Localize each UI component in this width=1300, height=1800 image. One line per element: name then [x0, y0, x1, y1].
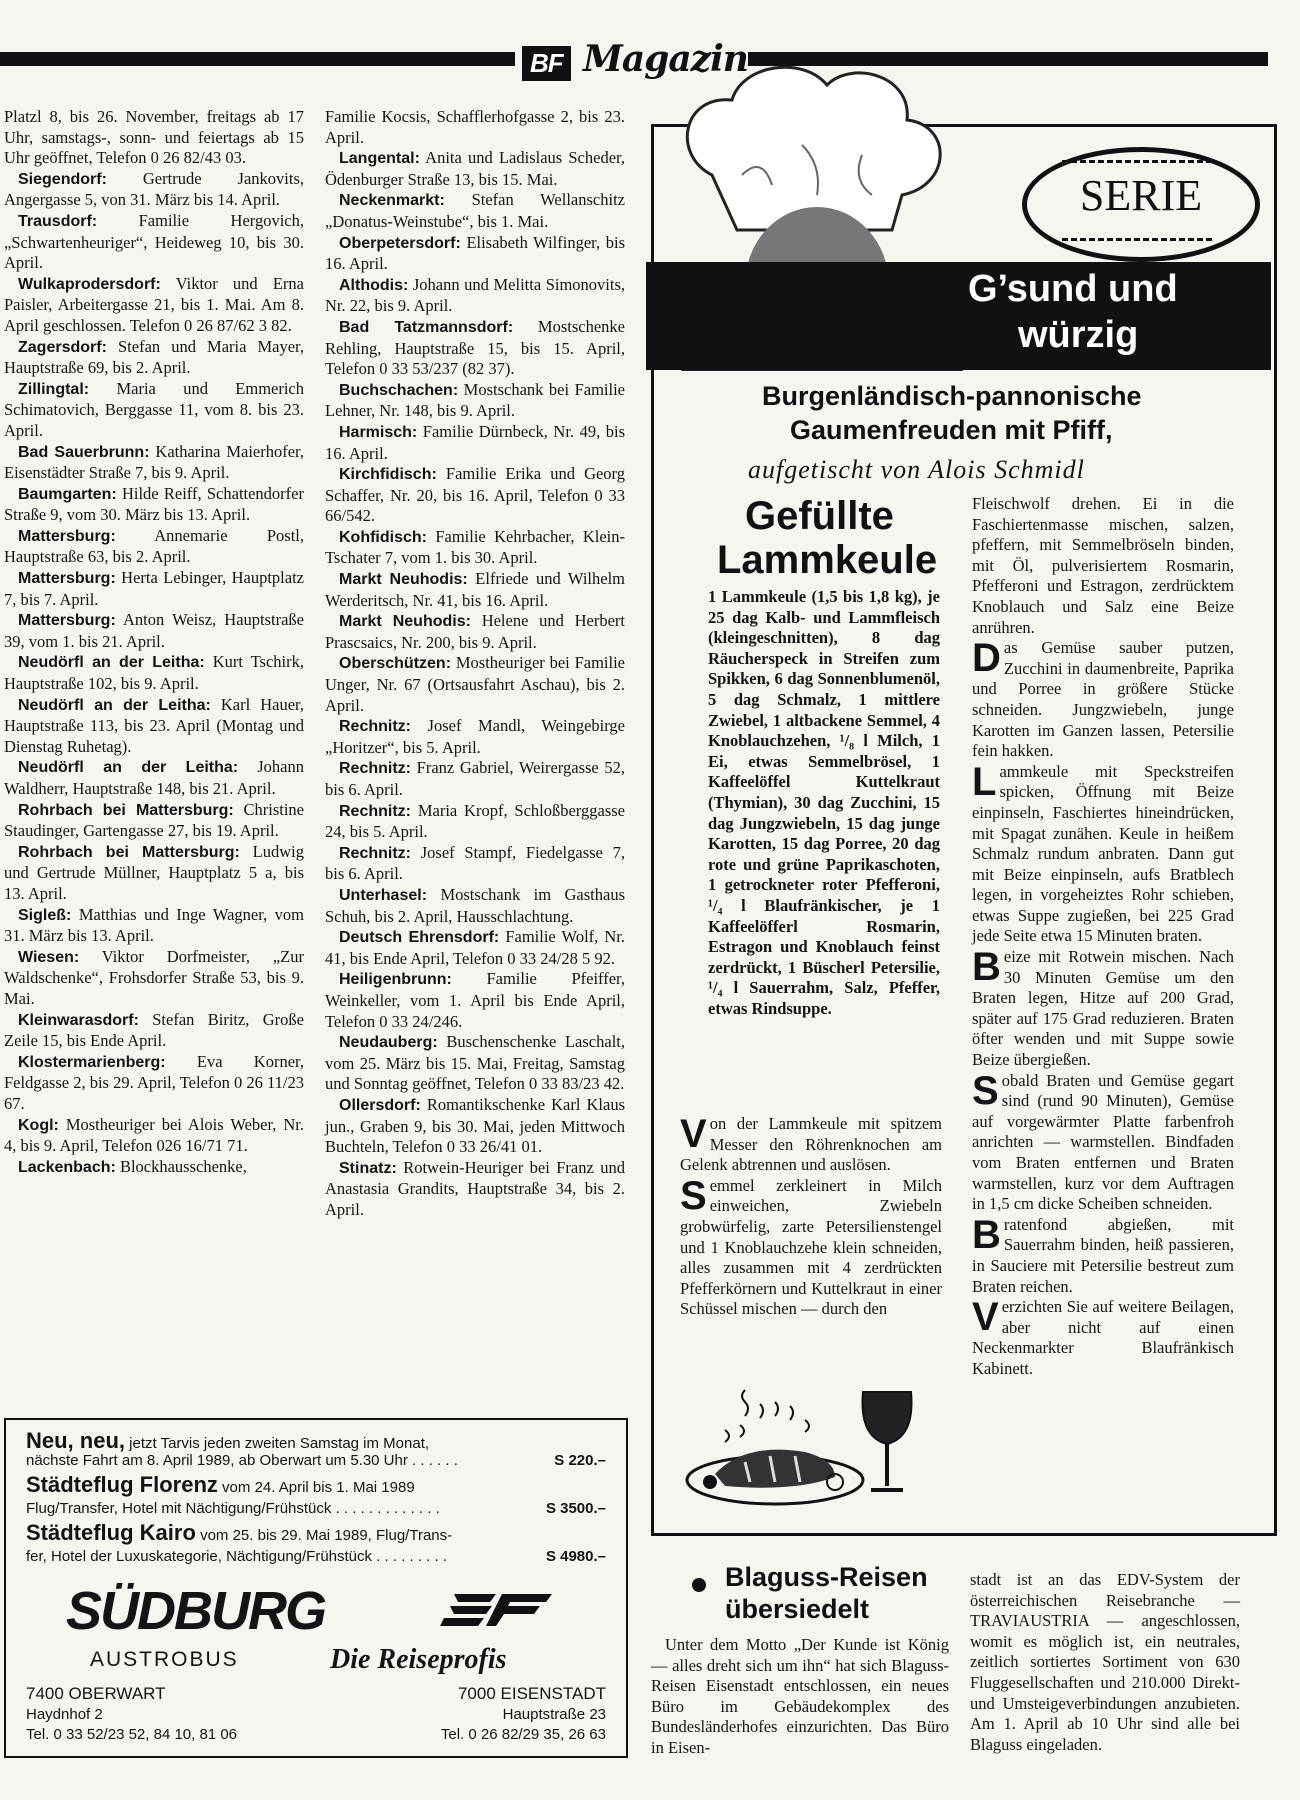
serie-label: SERIE — [1079, 171, 1203, 220]
listing-details: Buschenschenke Laschalt, vom 25. März bis 15. Mai, Freitag, Samstag und Sonntag geöffnet, Telefon 0 33 83/23 42. — [325, 1032, 625, 1094]
listing-entry — [4, 1010, 304, 1052]
band-title-line2: würzig — [1018, 314, 1139, 356]
dropcap: V — [972, 1295, 999, 1340]
listing-place: Mattersburg: — [18, 570, 116, 588]
listing-entry — [325, 148, 625, 190]
news-col-left: Unter dem Motto „Der Kunde ist König — alles dreht sich um ihn“ hat sich Blaguss-Reisen Eisenstadt entschlossen, ein neues Büro im Gebäudekomplex des Bundesländerhofes einzurichten. Das Büro in Eisen- — [651, 1635, 949, 1757]
listing-details: Elfriede und Wilhelm Werderitsch, Nr. 41, bis 16. April. — [325, 569, 625, 610]
listing-entry — [4, 905, 304, 947]
listing-details: Rotwein-Heuriger bei Franz und Anastasia Grandits, Hauptstraße 34, bis 2. April. — [325, 1157, 625, 1219]
listing-details: Familie Kehrbacher, Klein-Tschater 7, vom 1. bis 30. April. — [325, 526, 625, 568]
listing-entry — [325, 801, 625, 843]
paragraph-text: emmel zerkleinert in Milch einweichen, Zwiebeln grobwürfelig, zarte Petersilienstengel und 1 Knoblauchzehe klein schneiden, alles zusammen mit 4 zerdrückten Pfefferkörnern und Kuttelkraut in einer Schüssel mischen — durch den — [680, 1175, 942, 1319]
listing-entry — [4, 274, 304, 337]
listing-place: Harmisch: — [339, 423, 418, 441]
listing-place: Markt Neuhodis: — [339, 571, 468, 589]
serie-dash-bottom — [1062, 238, 1212, 241]
listing-details: Familie Erika und Georg Schaffer, Nr. 20, bis 16. April, Telefon 0 33 66/542. — [325, 464, 625, 526]
paragraph-text: ammkeule mit Speckstreifen spicken, Öffnung mit Beize einpinseln, Faschiertes hineindrücken, mit Spagat zunähen. Keule in heißem Schmalz rundum anbraten. Dann gut mit Beize einpinseln, aufs Bratblech legen, in vorgeheiztes Rohr schieben, etwas Suppe zugießen, bei 225 Grad jede Seite etwa 15 Minuten braten. — [972, 761, 1234, 946]
listing-details: Mostheuriger bei Familie Unger, Nr. 67 (Ortsausfahrt Aschau), bis 2. April. — [325, 653, 626, 715]
listing-entry — [4, 757, 304, 799]
listing-entry — [4, 211, 304, 274]
dropcap: V — [680, 1112, 707, 1156]
listing-details: Anita und Ladislaus Scheder, Ödenburger Straße 13, bis 15. Mai. — [325, 148, 625, 189]
listing-details: Hilde Reiff, Schattendorfer Straße 9, vom 30. März bis 13. April. — [4, 483, 304, 525]
news-col-right: stadt ist an das EDV-System der österreichischen Reisebranche — TRAVIAUSTRIA — angeschlossen, womit es möglich ist, ein neutrales, zeitlich sortiertes Sortiment von 630 Fluggesellschaften und 210.000 Direkt- und Umsteigeverbindungen anzubieten. Am 1. April ab 10 Uhr sind alle bei Blaguss eingeladen. — [970, 1570, 1240, 1754]
dropcap: B — [972, 945, 1001, 990]
ad-right-tel: Tel. 0 26 82/29 35, 26 63 — [440, 1726, 606, 1743]
listing-entry — [4, 337, 304, 379]
bullet-icon — [692, 1578, 706, 1592]
listing-place: Rechnitz: — [339, 844, 411, 862]
listing-place: Sigleß: — [18, 906, 72, 924]
ad-florenz-price: S 3500.– — [545, 1500, 606, 1517]
listing-entry — [325, 843, 625, 885]
listing-details: Mostheuriger bei Alois Weber, Nr. 4, bis 9. April, Telefon 026 16/71 71. — [4, 1114, 305, 1156]
listing-place: Zillingtal: — [18, 380, 90, 398]
header-logo-text: Magazin — [583, 38, 748, 80]
dropcap: B — [972, 1212, 1001, 1257]
listing-place: Markt Neuhodis: — [339, 613, 471, 631]
listing-entry — [4, 107, 304, 169]
listing-details: Familie Kocsis, Schafflerhofgasse 2, bis 23. April. — [325, 107, 625, 147]
listing-details: Familie Hergovich, „Schwartenheuriger“, Heideweg 10, bis 30. April. — [4, 210, 304, 273]
recipe-paragraph — [680, 1114, 942, 1176]
listing-details: Maria Kropf, Schloßberggasse 24, bis 5. April. — [325, 800, 625, 842]
listing-entry — [325, 275, 625, 317]
listing-entry — [4, 379, 304, 442]
roast-illustration — [685, 1382, 935, 1510]
ad-brand-logo: SÜDBURG — [66, 1581, 326, 1641]
ad-kairo-text1: vom 25. bis 29. Mai 1989, Flug/Trans- — [195, 1527, 453, 1544]
listing-entry — [4, 652, 304, 694]
recipe-paragraph — [680, 1173, 942, 1320]
listing-place: Rohrbach bei Mattersburg: — [18, 801, 234, 819]
ad-florenz-text1: vom 24. April bis 1. Mai 1989 — [217, 1479, 415, 1496]
listing-entry — [4, 800, 304, 842]
recipe-col-left — [680, 1114, 942, 1320]
listing-details: Ludwig und Gertrude Müllner, Hauptplatz 5 a, bis 13. April. — [4, 841, 304, 903]
listing-entry — [325, 464, 625, 527]
paragraph-text: ratenfond abgießen, mit Sauerrahm binden, heiß passieren, in Sauciere mit Petersilie bestreut zum Braten reichen. — [972, 1214, 1234, 1296]
listing-entry — [325, 653, 625, 716]
recipe-subtitle-2: Gaumenfreuden mit Pfiff, — [790, 415, 1113, 445]
listing-place: Heiligenbrunn: — [339, 971, 452, 989]
listing-place: Baumgarten: — [18, 485, 117, 503]
listing-details: Mostschank bei Familie Lehner, Nr. 148, bis 9. April. — [325, 379, 625, 421]
listing-details: Matthias und Inge Wagner, vom 31. März bis 13. April. — [4, 904, 304, 946]
listing-details: Familie Dürnbeck, Nr. 49, bis 16. April. — [325, 421, 625, 463]
listing-details: Familie Wolf, Nr. 41, bis Ende April, Telefon 0 33 24/28 5 92. — [325, 927, 625, 968]
listing-entry — [325, 233, 625, 275]
listing-place: Rechnitz: — [339, 718, 411, 736]
listing-entry — [325, 1032, 625, 1095]
ad-florenz-title: Städteflug Florenz — [26, 1472, 218, 1497]
listing-details: Stefan Wellanschitz „Donatus-Weinstube“, bis 1. Mai. — [325, 190, 625, 231]
listing-place: Buchschachen: — [339, 381, 459, 399]
listing-entry — [4, 1052, 304, 1115]
listing-details: Platzl 8, bis 26. November, freitags ab 17 Uhr, samstags-, sonn- und feiertags ab 15 Uhr geöffnet, Telefon 0 26 82/43 03. — [4, 107, 304, 168]
recipe-ingredients: 1 Lammkeule (1,5 bis 1,8 kg), je 25 dag Kalb- und Lammfleisch (kleingeschnitten), 8 dag Räucherspeck in Streifen zum Spikken, 6 dag Sonnenblumenöl, 5 dag Schmalz, 1 mittlere Zwiebel, 1 altbackene Semmel, 4 Knoblauchzehen, ¹/₈ l Milch, 1 Ei, etwas Semmelbrösel, 1 Kaffeelöffel Kuttelkraut (Thymian), 30 dag Zucchini, 15 dag Jungzwiebeln, 15 dag junge Karotten, 15 dag Porree, 20 dag rote und grüne Paprikaschoten, 1 getrockneter roter Pfefferoni, ¹/₄ l Blaufränkischer, je 1 Kaffeelöfferl Rosmarin, Estragon und Knoblauch feinst zerdrückt, 1 Büscherl Petersilie, ¹/₄ l Sauerrahm, Salz, Pfeffer, etwas Rindsuppe. — [708, 587, 940, 1018]
recipe-paragraph — [972, 1212, 1234, 1297]
listing-details: Josef Stampf, Fiedelgasse 7, bis 6. April. — [325, 842, 625, 884]
listing-entry — [325, 969, 625, 1032]
listing-entry — [325, 569, 625, 611]
listing-column-left — [4, 107, 304, 1178]
ad-brand-sub: AUSTROBUS — [90, 1648, 239, 1671]
listing-entry — [325, 1158, 625, 1221]
dropcap: L — [972, 759, 997, 804]
recipe-byline: aufgetischt von Alois Schmidl — [748, 455, 1085, 484]
listing-place: Oberpetersdorf: — [339, 234, 461, 252]
listing-place: Zagersdorf: — [18, 338, 107, 356]
listing-entry — [325, 317, 625, 380]
listing-entry — [325, 380, 625, 422]
listing-entry — [325, 527, 625, 569]
listing-details: Josef Mandl, Weingebirge „Horitzer“, bis 5. April. — [325, 716, 625, 757]
ad-left-tel: Tel. 0 33 52/23 52, 84 10, 81 06 — [26, 1726, 238, 1743]
listing-details: Herta Lebinger, Hauptplatz 7, bis 7. April. — [4, 568, 304, 609]
listing-place: Kirchfidisch: — [339, 466, 437, 484]
listing-entry — [325, 716, 625, 758]
listing-entry — [325, 611, 625, 653]
listing-details: Christine Staudinger, Gartengasse 27, bis 19. April. — [4, 799, 304, 841]
listing-entry — [325, 107, 625, 148]
listing-entry — [325, 758, 625, 800]
recipe-paragraph — [972, 947, 1234, 1071]
listing-details: Maria und Emmerich Schimatovich, Berggasse 11, vom 8. bis 23. April. — [4, 378, 305, 440]
listing-details: Katharina Maierhofer, Eisenstädter Straße 7, bis 9. April. — [4, 441, 304, 483]
listing-entry — [325, 422, 625, 464]
listing-place: Rechnitz: — [339, 760, 411, 778]
paragraph-text: eize mit Rotwein mischen. Nach 30 Minuten Gemüse um den Braten legen, Hitze auf 200 Grad, später auf 175 Grad reduzieren. Braten öfter wenden und mit Suppe sowie Beize übergießen. — [972, 947, 1234, 1070]
listing-place: Neudörfl an der Leitha: — [18, 759, 239, 777]
listing-place: Wulkaprodersdorf: — [18, 275, 161, 293]
ad-neu-text2: nächste Fahrt am 8. April 1989, ab Oberwart um 5.30 Uhr . . . . . . — [26, 1452, 458, 1469]
listing-details: Helene und Herbert Prascsaics, Nr. 200, bis 9. April. — [325, 611, 626, 652]
listing-place: Ollersdorf: — [339, 1096, 421, 1114]
listing-place: Rohrbach bei Mattersburg: — [18, 843, 240, 861]
ad-neu-price: S 220.– — [554, 1452, 606, 1469]
listing-place: Oberschützen: — [339, 655, 452, 673]
recipe-paragraph — [972, 759, 1234, 947]
listing-place: Lackenbach: — [18, 1158, 116, 1176]
header-rule-left — [0, 52, 515, 66]
listing-details: Karl Hauer, Hauptstraße 113, bis 23. April (Montag und Dienstag Ruhetag). — [4, 694, 304, 756]
paragraph-text: erzichten Sie auf weitere Beilagen, aber nicht auf einen Neckenmarkter Blaufränkisch Kabinett. — [972, 1297, 1234, 1378]
listing-place: Deutsch Ehrensdorf: — [339, 929, 500, 947]
ad-slogan: Die Reiseprofis — [330, 1644, 507, 1675]
listing-entry — [4, 610, 304, 652]
ad-jf-logo — [436, 1588, 556, 1632]
listing-details: Blockhausschenke, — [119, 1156, 247, 1176]
ad-kairo-price: S 4980.– — [545, 1548, 606, 1565]
recipe-paragraph — [972, 1068, 1234, 1215]
listing-place: Siegendorf: — [18, 170, 107, 188]
listing-place: Mattersburg: — [18, 527, 116, 545]
ad-left-city: 7400 OBERWART — [26, 1684, 166, 1703]
ad-right-city: 7000 EISENSTADT — [457, 1684, 606, 1703]
listing-place: Unterhasel: — [339, 886, 428, 904]
listing-entry — [325, 885, 625, 927]
recipe-paragraph — [972, 638, 1234, 762]
listing-details: Viktor Dorfmeister, „Zur Waldschenke“, Frohsdorfer Straße 53, bis 9. Mai. — [4, 946, 304, 1008]
listing-details: Familie Pfeiffer, Weinkeller, vom 1. April bis Ende April, Telefon 0 33 24/246. — [325, 969, 626, 1031]
listing-entry — [4, 526, 304, 568]
recipe-paragraph — [972, 1297, 1234, 1379]
listing-details: Viktor und Erna Paisler, Arbeitergasse 21, bis 1. Mai. Am 8. April geschlossen. Telefon 0 26 87/62 3 82. — [4, 273, 304, 335]
listing-place: Bad Sauerbrunn: — [18, 443, 150, 461]
ad-kairo-title: Städteflug Kairo — [26, 1520, 196, 1545]
listing-entry — [325, 1095, 625, 1158]
listing-place: Trausdorf: — [18, 212, 98, 230]
paragraph-text: obald Braten und Gemüse gegart sind (rund 90 Minuten), Gemüse auf vorgewärmter Platte farbenfroh anrichten — warmstellen. Bindfaden vom Braten entfernen und Braten warmstellen, kurz vor dem Auftragen in 1,5 cm dicke Scheiben schneiden. — [972, 1070, 1234, 1214]
ad-right-street: Hauptstraße 23 — [502, 1706, 606, 1723]
recipe-title-2: Lammkeule — [717, 538, 938, 582]
listing-details: Mostschank im Gasthaus Schuh, bis 2. April, Hausschlachtung. — [325, 884, 625, 926]
travel-ad — [4, 1418, 628, 1758]
ad-left-street: Haydnhof 2 — [26, 1706, 103, 1723]
ad-neu-text1: jetzt Tarvis jeden zweiten Samstag im Monat, — [125, 1435, 430, 1452]
listing-entry — [4, 442, 304, 484]
ad-florenz-text2: Flug/Transfer, Hotel mit Nächtigung/Frühstück . . . . . . . . . . . . . — [26, 1500, 440, 1517]
recipe-title-1: Gefüllte — [745, 494, 894, 538]
listing-details: Elisabeth Wilfinger, bis 16. April. — [325, 232, 625, 274]
ad-neu-title: Neu, neu, — [26, 1428, 126, 1453]
listing-details: Romantikschenke Karl Klaus jun., Graben 9, bis 30. Mai, jeden Mittwoch Buchteln, Telefon 0 33 26/41 01. — [325, 1094, 625, 1157]
listing-details: Gertrude Jankovits, Angergasse 5, von 31. März bis 14. April. — [4, 168, 304, 210]
listing-details: Annemarie Postl, Hauptstraße 63, bis 2. April. — [4, 525, 304, 567]
listing-place: Rechnitz: — [339, 802, 411, 820]
listing-details: Stefan und Maria Mayer, Hauptstraße 69, bis 2. April. — [4, 336, 305, 378]
listing-entry — [4, 1115, 304, 1157]
listing-place: Wiesen: — [18, 948, 80, 966]
dropcap: D — [972, 636, 1001, 681]
paragraph-text: as Gemüse sauber putzen, Zucchini in daumenbreite, Paprika und Porree in größere Stücke schneiden. Jungzwiebeln, junge Karotten im Ganzen lassen, Petersilie fein hakken. — [972, 638, 1234, 761]
listing-details: Anton Weisz, Hauptstraße 39, vom 1. bis 21. April. — [4, 610, 304, 651]
serie-dash-top — [1062, 160, 1212, 163]
listing-place: Neudörfl an der Leitha: — [18, 696, 211, 714]
listing-place: Neckenmarkt: — [339, 192, 445, 210]
listing-place: Langental: — [339, 150, 420, 168]
listing-entry — [4, 484, 304, 526]
listing-place: Althodis: — [339, 276, 409, 294]
listing-entry — [4, 1157, 304, 1179]
listing-place: Stinatz: — [339, 1159, 397, 1177]
recipe-paragraph: Fleischwolf drehen. Ei in die Faschiertenmasse mischen, salzen, pfeffern, mit Semmelbröseln binden, mit Öl, pulverisiertem Rosmarin, Pfefferoni und Estragon, zerdrücktem Knoblauch und Salz eine Beize anrühren. — [972, 494, 1234, 637]
listing-entry — [325, 190, 625, 232]
listing-entry — [4, 947, 304, 1010]
listing-entry — [4, 695, 304, 758]
listing-entry — [4, 169, 304, 211]
recipe-subtitle-1: Burgenländisch-pannonische — [762, 381, 1142, 411]
news-title-1: Blaguss-Reisen — [725, 1562, 928, 1592]
listing-entry — [325, 927, 625, 969]
listing-details: Johann und Melitta Simonovits, Nr. 22, bis 9. April. — [325, 274, 626, 316]
listing-entry — [4, 568, 304, 610]
listing-place: Kogl: — [18, 1116, 59, 1134]
listing-place: Neudörfl an der Leitha: — [18, 654, 205, 672]
listing-details: Stefan Biritz, Große Zeile 15, bis Ende April. — [4, 1009, 304, 1051]
news-title-2: übersiedelt — [725, 1594, 870, 1624]
listing-details: Johann Waldherr, Hauptstraße 148, bis 21. April. — [4, 757, 304, 798]
dropcap: S — [680, 1173, 707, 1218]
listing-place: Mattersburg: — [18, 612, 116, 630]
dropcap: S — [972, 1068, 999, 1113]
listing-details: Eva Korner, Feldgasse 2, bis 29. April, Telefon 0 26 11/23 67. — [4, 1051, 304, 1113]
listing-column-middle — [325, 107, 625, 1220]
paragraph-text: on der Lammkeule mit spitzem Messer den Röhrenknochen am Gelenk abtrennen und auslösen. — [680, 1114, 942, 1175]
listing-place: Kohfidisch: — [339, 528, 427, 546]
listing-place: Neudauberg: — [339, 1034, 438, 1052]
band-title-line1: G’sund und — [968, 268, 1178, 310]
ad-kairo-text2: fer, Hotel der Luxuskategorie, Nächtigung/Frühstück . . . . . . . . . — [26, 1548, 448, 1565]
listing-details: Mostschenke Rehling, Hauptstraße 15, bis 15. April, Telefon 0 33 53/237 (82 37). — [325, 316, 625, 379]
recipe-col-right — [972, 494, 1234, 1380]
listing-entry — [4, 842, 304, 905]
header-logo-box: BF — [522, 46, 571, 81]
listing-details: Franz Gabriel, Weirergasse 52, bis 6. April. — [325, 758, 625, 799]
listing-details: Kurt Tschirk, Hauptstraße 102, bis 9. April. — [4, 652, 304, 694]
listing-place: Klostermarienberg: — [18, 1053, 166, 1071]
listing-place: Kleinwarasdorf: — [18, 1011, 139, 1029]
listing-place: Bad Tatzmannsdorf: — [339, 318, 514, 336]
